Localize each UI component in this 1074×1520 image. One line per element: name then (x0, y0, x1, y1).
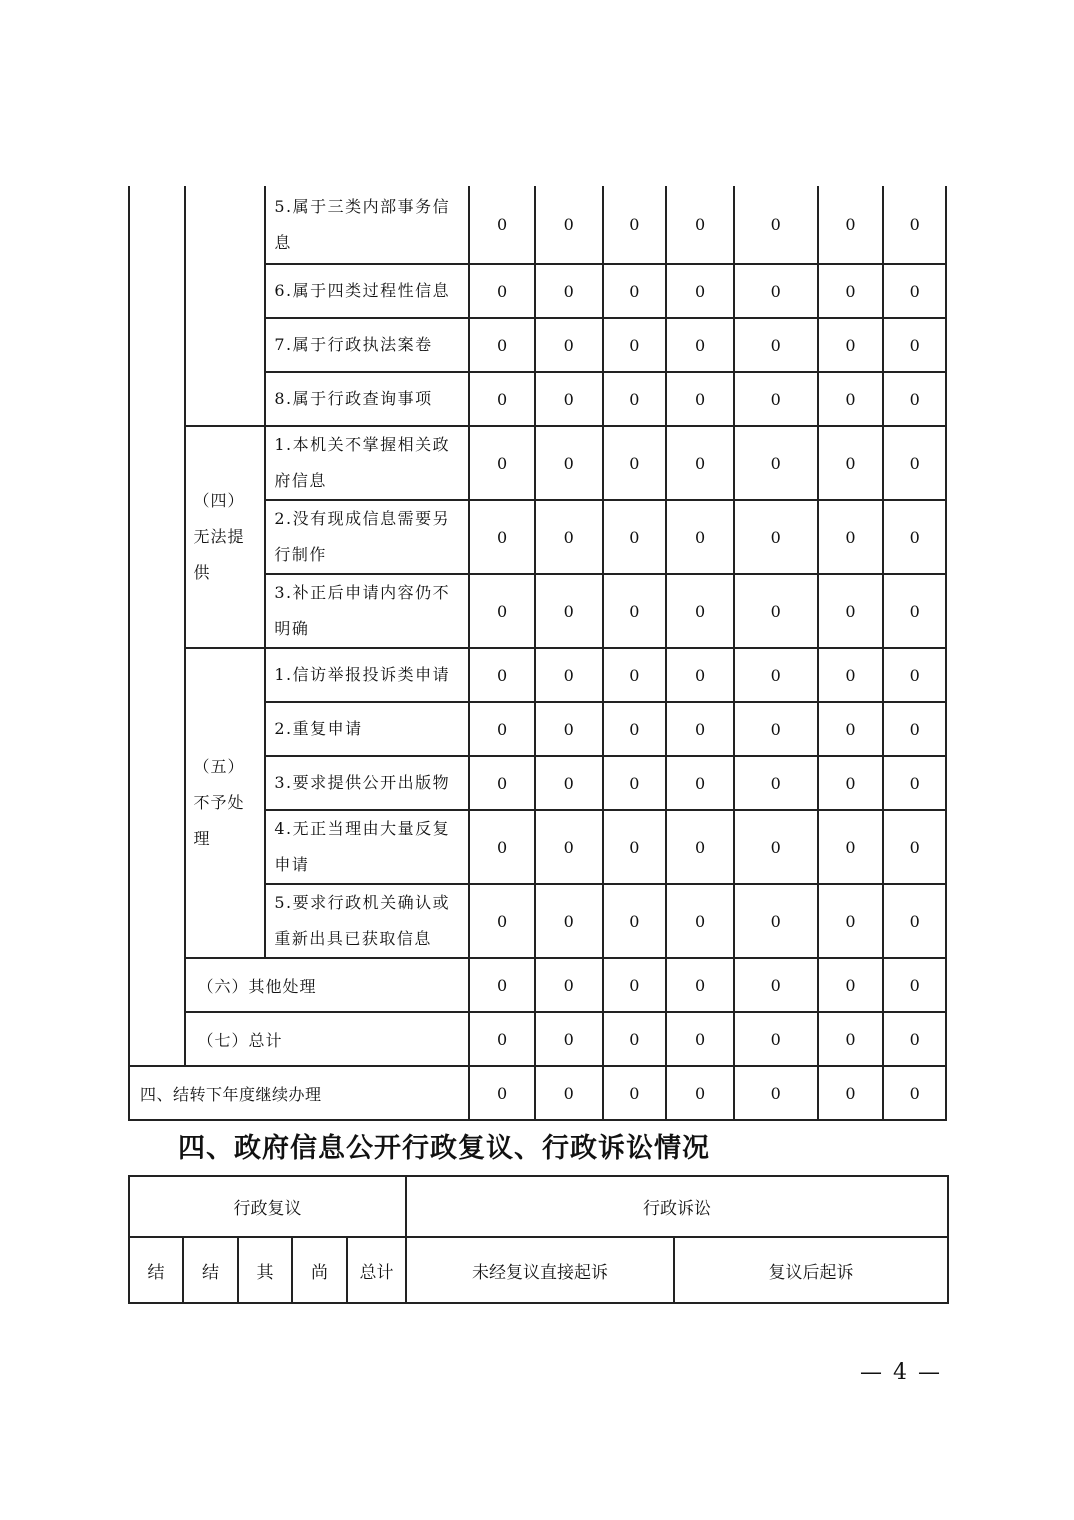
value-cell: 0 (818, 500, 884, 574)
value-cell: 0 (469, 264, 535, 318)
value-cell: 0 (734, 702, 818, 756)
value-cell: 0 (469, 702, 535, 756)
value-cell: 0 (603, 702, 667, 756)
value-cell: 0 (603, 372, 667, 426)
value-cell: 0 (666, 702, 734, 756)
value-cell: 0 (603, 1066, 667, 1120)
review-col: 其 (238, 1237, 292, 1303)
value-cell: 0 (535, 702, 603, 756)
value-cell: 0 (818, 264, 884, 318)
value-cell: 0 (883, 318, 946, 372)
value-cell: 0 (818, 810, 884, 884)
value-cell: 0 (666, 1066, 734, 1120)
total-label: （七）总计 (185, 1012, 470, 1066)
outer-blank-cell (129, 186, 185, 1066)
value-cell: 0 (603, 186, 667, 264)
value-cell: 0 (603, 884, 667, 958)
value-cell: 0 (469, 426, 535, 500)
value-cell: 0 (666, 1012, 734, 1066)
value-cell: 0 (469, 1012, 535, 1066)
value-cell: 0 (734, 756, 818, 810)
carryover-label: 四、结转下年度继续办理 (129, 1066, 469, 1120)
value-cell: 0 (535, 810, 603, 884)
value-cell: 0 (883, 1066, 946, 1120)
value-cell: 0 (666, 264, 734, 318)
item-label: 6.属于四类过程性信息 (265, 264, 469, 318)
value-cell: 0 (535, 884, 603, 958)
value-cell: 0 (734, 884, 818, 958)
value-cell: 0 (666, 756, 734, 810)
value-cell: 0 (818, 574, 884, 648)
litigation-header: 行政诉讼 (406, 1176, 948, 1237)
value-cell: 0 (469, 958, 535, 1012)
value-cell: 0 (818, 318, 884, 372)
value-cell: 0 (666, 958, 734, 1012)
value-cell: 0 (603, 648, 667, 702)
value-cell: 0 (603, 810, 667, 884)
value-cell: 0 (535, 264, 603, 318)
item-label: 4.无正当理由大量反复申请 (265, 810, 469, 884)
value-cell: 0 (883, 756, 946, 810)
value-cell: 0 (535, 574, 603, 648)
value-cell: 0 (666, 426, 734, 500)
value-cell: 0 (603, 426, 667, 500)
item-label: 2.没有现成信息需要另行制作 (265, 500, 469, 574)
value-cell: 0 (469, 1066, 535, 1120)
value-cell: 0 (469, 186, 535, 264)
value-cell: 0 (666, 318, 734, 372)
value-cell: 0 (818, 186, 884, 264)
value-cell: 0 (603, 264, 667, 318)
value-cell: 0 (883, 426, 946, 500)
value-cell: 0 (469, 318, 535, 372)
value-cell: 0 (666, 884, 734, 958)
value-cell: 0 (535, 426, 603, 500)
value-cell: 0 (818, 426, 884, 500)
value-cell: 0 (469, 648, 535, 702)
value-cell: 0 (666, 574, 734, 648)
value-cell: 0 (535, 1066, 603, 1120)
item-label: 5.要求行政机关确认或重新出具已获取信息 (265, 884, 469, 958)
value-cell: 0 (883, 884, 946, 958)
item-label: 8.属于行政查询事项 (265, 372, 469, 426)
value-cell: 0 (469, 574, 535, 648)
value-cell: 0 (883, 574, 946, 648)
item-label: 7.属于行政执法案卷 (265, 318, 469, 372)
value-cell: 0 (603, 574, 667, 648)
value-cell: 0 (603, 756, 667, 810)
litigation-col: 复议后起诉 (674, 1237, 948, 1303)
value-cell: 0 (734, 574, 818, 648)
item-label: 1.本机关不掌握相关政府信息 (265, 426, 469, 500)
value-cell: 0 (666, 648, 734, 702)
review-col: 结 (183, 1237, 238, 1303)
value-cell: 0 (883, 810, 946, 884)
value-cell: 0 (666, 186, 734, 264)
value-cell: 0 (535, 756, 603, 810)
value-cell: 0 (603, 1012, 667, 1066)
value-cell: 0 (734, 810, 818, 884)
value-cell: 0 (818, 884, 884, 958)
value-cell: 0 (734, 1066, 818, 1120)
value-cell: 0 (734, 500, 818, 574)
value-cell: 0 (734, 958, 818, 1012)
group3-blank-cell (185, 186, 266, 426)
section-title: 四、政府信息公开行政复议、行政诉讼情况 (178, 1133, 710, 1164)
value-cell: 0 (666, 372, 734, 426)
page-number: — 4 — (860, 1360, 942, 1385)
item-label: 3.要求提供公开出版物 (265, 756, 469, 810)
value-cell: 0 (883, 1012, 946, 1066)
value-cell: 0 (734, 264, 818, 318)
value-cell: 0 (535, 500, 603, 574)
value-cell: 0 (469, 756, 535, 810)
value-cell: 0 (818, 648, 884, 702)
value-cell: 0 (883, 648, 946, 702)
value-cell: 0 (734, 1012, 818, 1066)
review-litigation-table (128, 1175, 949, 1304)
other-label: （六）其他处理 (185, 958, 470, 1012)
review-col: 尚 (292, 1237, 347, 1303)
group5-label: （五）不予处理 (185, 648, 266, 958)
value-cell: 0 (883, 264, 946, 318)
value-cell: 0 (535, 648, 603, 702)
value-cell: 0 (734, 318, 818, 372)
value-cell: 0 (883, 186, 946, 264)
value-cell: 0 (535, 318, 603, 372)
value-cell: 0 (603, 500, 667, 574)
review-header: 行政复议 (129, 1176, 406, 1237)
value-cell: 0 (818, 372, 884, 426)
value-cell: 0 (469, 810, 535, 884)
statistics-table (128, 186, 947, 1121)
value-cell: 0 (734, 648, 818, 702)
value-cell: 0 (535, 1012, 603, 1066)
item-label: 1.信访举报投诉类申请 (265, 648, 469, 702)
item-label: 3.补正后申请内容仍不明确 (265, 574, 469, 648)
value-cell: 0 (883, 500, 946, 574)
value-cell: 0 (734, 426, 818, 500)
value-cell: 0 (666, 810, 734, 884)
value-cell: 0 (883, 702, 946, 756)
litigation-col: 未经复议直接起诉 (406, 1237, 674, 1303)
value-cell: 0 (603, 958, 667, 1012)
review-col: 总计 (347, 1237, 406, 1303)
value-cell: 0 (734, 186, 818, 264)
value-cell: 0 (818, 958, 884, 1012)
value-cell: 0 (734, 372, 818, 426)
value-cell: 0 (818, 756, 884, 810)
value-cell: 0 (469, 372, 535, 426)
item-label: 5.属于三类内部事务信息 (265, 186, 469, 264)
item-label: 2.重复申请 (265, 702, 469, 756)
value-cell: 0 (535, 186, 603, 264)
review-col: 结 (129, 1237, 183, 1303)
value-cell: 0 (535, 958, 603, 1012)
group4-label: （四）无法提供 (185, 426, 266, 648)
value-cell: 0 (818, 1012, 884, 1066)
value-cell: 0 (603, 318, 667, 372)
value-cell: 0 (818, 702, 884, 756)
value-cell: 0 (535, 372, 603, 426)
value-cell: 0 (666, 500, 734, 574)
value-cell: 0 (883, 958, 946, 1012)
value-cell: 0 (818, 1066, 884, 1120)
value-cell: 0 (469, 884, 535, 958)
value-cell: 0 (883, 372, 946, 426)
value-cell: 0 (469, 500, 535, 574)
